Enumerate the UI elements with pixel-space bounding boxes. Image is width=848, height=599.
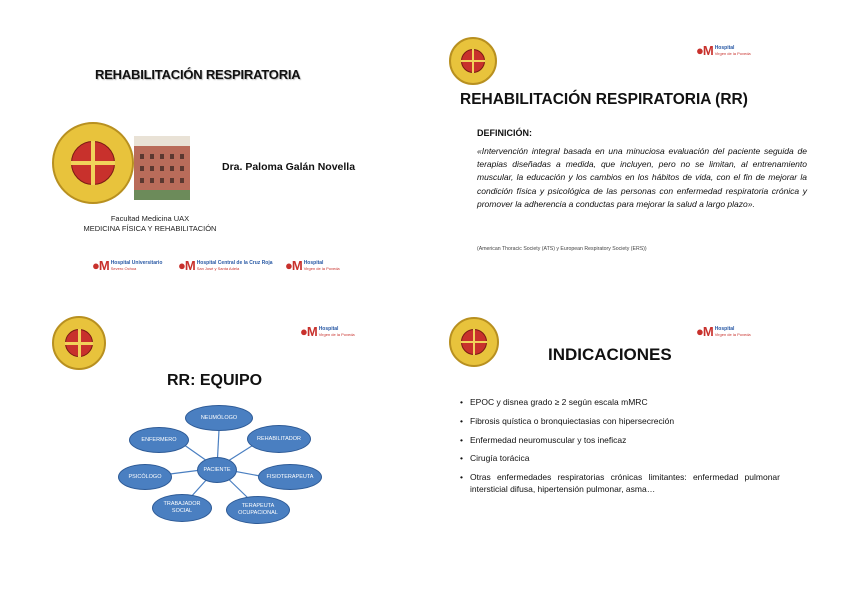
- diagram-node-psicologo: PSICÓLOGO: [118, 464, 172, 490]
- diagram-node-rehabilitador: REHABILITADOR: [247, 425, 311, 453]
- comunidad-madrid-icon: ●M: [696, 324, 713, 339]
- list-item: • Cirugía torácica: [460, 453, 530, 463]
- comunidad-madrid-icon: ●M: [285, 258, 302, 273]
- list-item: • Fibrosis quística o bronquiectasias con hipersecreción: [460, 416, 675, 426]
- comunidad-madrid-icon: ●M: [696, 43, 713, 58]
- slide-heading: INDICACIONES: [548, 345, 672, 364]
- slide-title-heading: REHABILITACIÓN RESPIRATORIA: [95, 67, 301, 82]
- slide-indications: [424, 300, 848, 599]
- bullet-icon: •: [460, 435, 463, 445]
- university-seal-icon: [449, 37, 497, 85]
- comunidad-madrid-icon: ●M: [92, 258, 109, 273]
- bullet-icon: •: [460, 397, 463, 407]
- diagram-node-trabajador-social: TRABAJADOR SOCIAL: [152, 494, 212, 522]
- bullet-icon: •: [460, 416, 463, 426]
- definition-heading: DEFINICIÓN:: [477, 128, 532, 138]
- university-seal-icon: [52, 122, 134, 204]
- diagram-node-terapeuta-ocupacional: TERAPEUTA OCUPACIONAL: [226, 496, 290, 524]
- slide-heading: RR: EQUIPO: [167, 372, 263, 389]
- comunidad-madrid-icon: ●M: [178, 258, 195, 273]
- faculty-name: Facultad Medicina UAX: [110, 214, 190, 223]
- slide-definition: [424, 0, 848, 299]
- list-item: • Enfermedad neuromuscular y tos ineficaz: [460, 435, 627, 445]
- diagram-node-enfermero: ENFERMERO: [129, 427, 189, 453]
- department-name: MEDICINA FÍSICA Y REHABILITACIÓN: [83, 224, 217, 233]
- diagram-node-fisioterapeuta: FISIOTERAPEUTA: [258, 464, 322, 490]
- definition-text: «Intervención integral basada en una minuciosa evaluación del paciente seguida de terapias diseñadas a medida, que incluyen, pero no se limitan, al entrenamiento muscular, la educación y los cambios en los hábitos de vida, con el fin de mejorar la condición física y psicológica de las personas con enfermedad respiratoria crónica y promover la adherencia a conductas para mejorar la salud a largo plazo».: [477, 146, 807, 209]
- slide-team: [0, 300, 424, 599]
- hospital-logo-virgen-poveda: ●M Hospital Virgen de la Poveda: [696, 43, 751, 58]
- bullet-icon: •: [460, 472, 463, 482]
- bullet-icon: •: [460, 453, 463, 463]
- diagram-node-neumologo: NEUMÓLOGO: [185, 405, 253, 431]
- hospital-building-image: [134, 136, 190, 200]
- slide-title: [0, 0, 424, 299]
- author-name: Dra. Paloma Galán Novella: [222, 161, 356, 173]
- hospital-logo-cruz-roja: ●M Hospital Central de la Cruz Roja San José y Santa Adela: [178, 258, 273, 273]
- hospital-logo-virgen-poveda: ●M Hospital Virgen de la Poveda: [696, 324, 751, 339]
- list-item: • Otras enfermedades respiratorias crónicas limitantes: enfermedad pulmonar intersticial difusa, hipertensión pulmonar, asma…: [460, 472, 780, 494]
- diagram-node-paciente: PACIENTE: [197, 457, 237, 483]
- team-diagram-connectors: [0, 300, 424, 599]
- hospital-logo-virgen-poveda: ●M Hospital Virgen de la Poveda: [300, 324, 355, 339]
- slide-heading: REHABILITACIÓN RESPIRATORIA (RR): [460, 91, 748, 108]
- university-seal-icon: [449, 317, 499, 367]
- hospital-logo-severo-ochoa: ●M Hospital Universitario Severo Ochoa: [92, 258, 163, 273]
- comunidad-madrid-icon: ●M: [300, 324, 317, 339]
- definition-source: (American Thoracic Society (ATS) y European Respiratory Society (ERS)): [477, 246, 647, 252]
- list-item: • EPOC y disnea grado ≥ 2 según escala mMRC: [460, 397, 648, 407]
- hospital-logo-virgen-poveda: ●M Hospital Virgen de la Poveda: [285, 258, 340, 273]
